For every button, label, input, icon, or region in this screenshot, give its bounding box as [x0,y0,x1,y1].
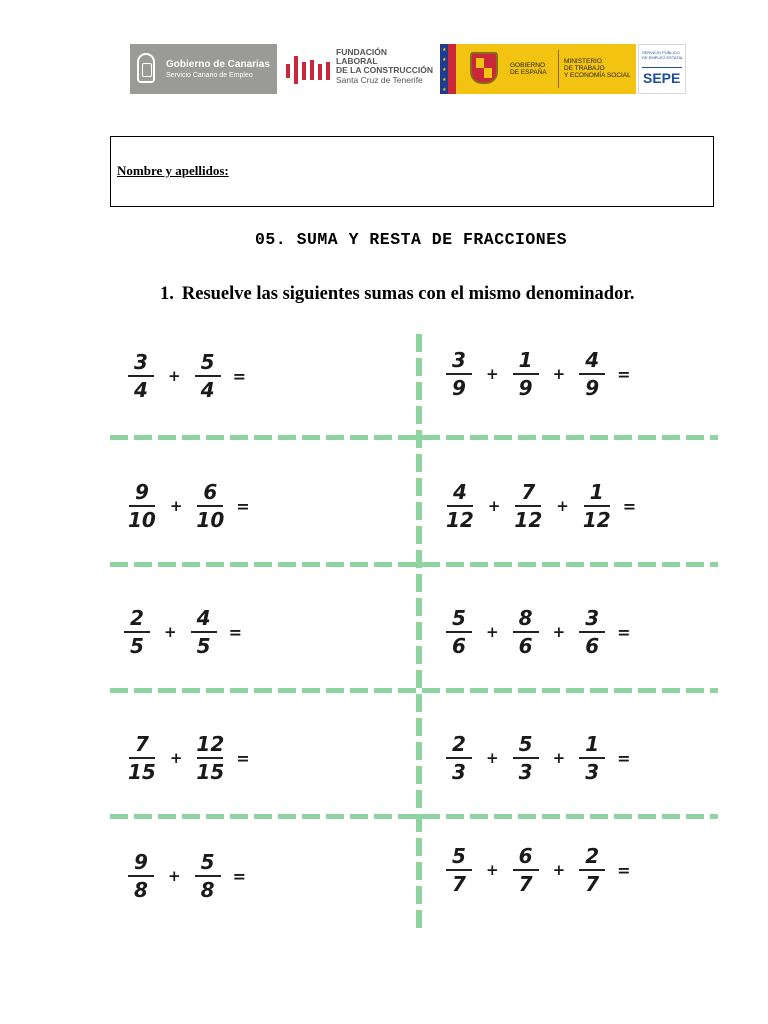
fundacion-laboral-logo [286,48,438,92]
ministerio-text: MINISTERIO DE TRABAJO Y ECONOMÍA SOCIAL [564,58,631,79]
plus-sign: + [168,867,181,885]
horizontal-divider [110,562,718,567]
page-title: 05. SUMA Y RESTA DE FRACCIONES [254,230,568,249]
exercise-right-1 [446,348,631,400]
plus-sign: + [552,365,566,383]
fraction: $\frac{9}{8}$ [128,850,154,902]
equals-sign: = [622,496,637,516]
canarias-sub: Servicio Canario de Empleo [166,72,253,79]
fraction: $\frac{3}{9}$ [446,348,472,400]
fraction: $\frac{4}{5}$ [191,606,217,658]
canarias-name: Gobierno de Canarias [166,59,270,70]
equals-sign: = [228,622,242,642]
exercise-right-5 [446,844,631,896]
exercise-left-3 [124,606,242,658]
fraction: $\frac{3}{4}$ [128,350,154,402]
horizontal-divider [110,814,718,819]
fraction: $\frac{2}{7}$ [579,844,605,896]
name-field-box[interactable] [110,136,714,207]
canarias-seal-icon [137,53,155,83]
plus-sign: + [486,623,499,641]
equals-sign: = [232,866,246,886]
exercise-right-3 [446,606,631,658]
exercise-left-5 [128,850,246,902]
plus-sign: + [487,497,501,515]
fraction: $\frac{2}{3}$ [446,732,472,784]
sepe-wordmark: SEPE [643,70,681,86]
fraction: $\frac{4}{9}$ [579,348,605,400]
fraction: $\frac{2}{5}$ [124,606,150,658]
fraction: $\frac{12}{15}$ [196,732,225,784]
exercise-left-2 [128,480,250,532]
fundacion-bars-icon [286,56,332,84]
instruction [160,284,634,305]
logos-header [130,44,686,94]
plus-sign: + [552,623,566,641]
gobierno-canarias-logo [130,44,277,94]
equals-sign: = [617,364,631,384]
equals-sign: = [232,366,246,386]
plus-sign: + [169,497,183,515]
plus-sign: + [486,861,499,879]
exercise-right-4 [446,732,631,784]
fraction: $\frac{5}{4}$ [195,350,221,402]
gobierno-text: GOBIERNO DE ESPAÑA [510,62,547,76]
coat-of-arms-icon [470,52,498,84]
fraction: $\frac{5}{6}$ [446,606,472,658]
equals-sign: = [617,748,631,768]
plus-sign: + [552,749,566,767]
horizontal-divider [110,435,718,440]
fraction: $\frac{1}{9}$ [513,348,539,400]
fraction: $\frac{5}{8}$ [195,850,221,902]
vertical-divider [416,334,422,928]
equals-sign: = [236,748,250,768]
horizontal-divider [110,688,718,693]
fraction: $\frac{8}{6}$ [513,606,539,658]
instruction-text: Resuelve las siguientes sumas con el mismo denominador. [181,284,635,304]
fraction: $\frac{4}{12}$ [446,480,474,532]
exercise-left-4 [128,732,250,784]
plus-sign: + [486,749,499,767]
fraction: $\frac{6}{7}$ [513,844,539,896]
fraction: $\frac{5}{7}$ [446,844,472,896]
instruction-number: 1. [160,284,174,304]
fraction: $\frac{6}{10}$ [196,480,225,532]
exercise-right-2 [446,480,636,532]
fraction: $\frac{5}{3}$ [513,732,539,784]
equals-sign: = [617,622,631,642]
plus-sign: + [168,367,181,385]
fraction: $\frac{7}{12}$ [514,480,543,532]
gobierno-espana-logo [440,44,636,94]
fundacion-title: FUNDACIÓN LABORAL DE LA CONSTRUCCIÓN [336,47,433,75]
eu-stars-icon: ★ ★ ★ ★ ★ [440,44,448,94]
exercise-left-1 [128,350,246,402]
sepe-logo: SERVICIO PÚBLICO DE EMPLEO ESTATAL SEPE [638,44,686,94]
plus-sign: + [164,623,177,641]
equals-sign: = [617,860,631,880]
fraction: $\frac{3}{6}$ [579,606,605,658]
fraction: $\frac{9}{10}$ [128,480,156,532]
fraction: $\frac{1}{12}$ [582,480,611,532]
plus-sign: + [486,365,499,383]
name-label: Nombre y apellidos: [117,163,229,178]
equals-sign: = [236,496,250,516]
fundacion-location: Santa Cruz de Tenerife [336,75,423,85]
plus-sign: + [556,497,569,515]
plus-sign: + [552,861,566,879]
fraction: $\frac{1}{3}$ [579,732,605,784]
fraction: $\frac{7}{15}$ [128,732,156,784]
plus-sign: + [169,749,183,767]
